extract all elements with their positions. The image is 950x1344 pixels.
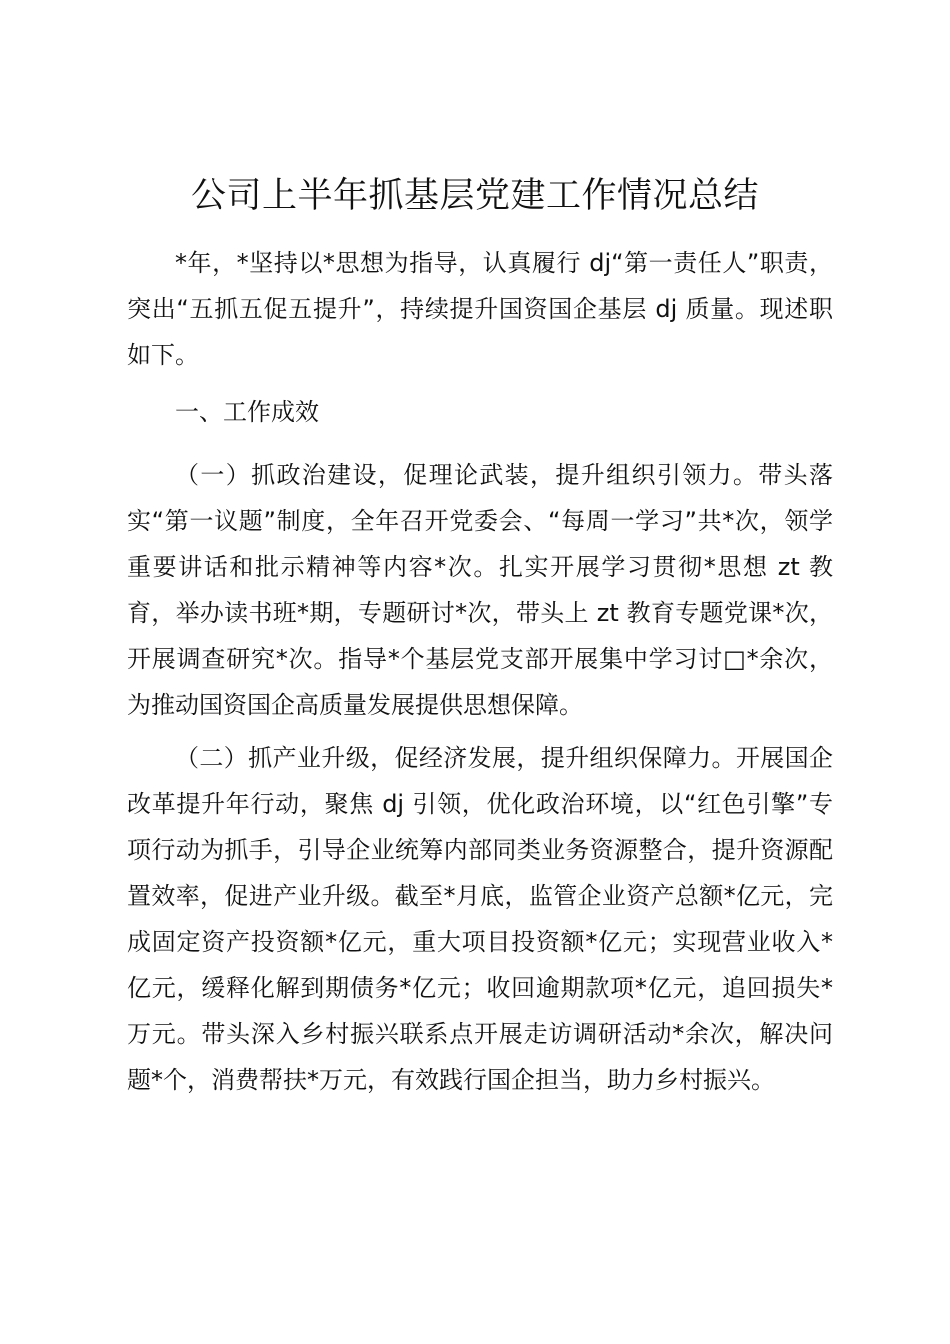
section-heading-work-results: 一、工作成效 <box>175 398 319 426</box>
document-title: 公司上半年抓基层党建工作情况总结 <box>190 176 759 216</box>
intro-paragraph: *年，*坚持以*思想为指导，认真履行 dj“第一责任人”职责，突出“五抓五促五提升”，持续提升国资国企基层 dj 质量。现述职如下。 <box>127 249 833 369</box>
paragraph-industry-upgrade: （二）抓产业升级，促经济发展，提升组织保障力。开展国企改革提升年行动，聚焦 dj 引领，优化政治环境，以“红色引擎”专项行动为抓手，引导企业统筹内部同类业务资源整合，提升资源配置效率，促进产业升级。截至*月底，监管企业资产总额*亿元，完成固定资产投资额*亿元，重大项目投资额*亿元；实现营业收入*亿元，缓释化解到期债务*亿元；收回逾期款项*亿元，追回损失*万元。带头深入乡村振兴联系点开展走访调研活动*余次，解决问题*个，消费帮扶*万元，有效践行国企担当，助力乡村振兴。 <box>127 744 833 1094</box>
paragraph-political-building: （一）抓政治建设，促理论武装，提升组织引领力。带头落实“第一议题”制度，全年召开党委会、“每周一学习”共*次，领学重要讲话和批示精神等内容*次。扎实开展学习贯彻*思想 zt 教育，举办读书班*期，专题研讨*次，带头上 zt 教育专题党课*次，开展调查研究*次。指导*个基层党支部开展集中学习讨□*余次，为推动国资国企高质量发展提供思想保障。 <box>127 461 833 719</box>
